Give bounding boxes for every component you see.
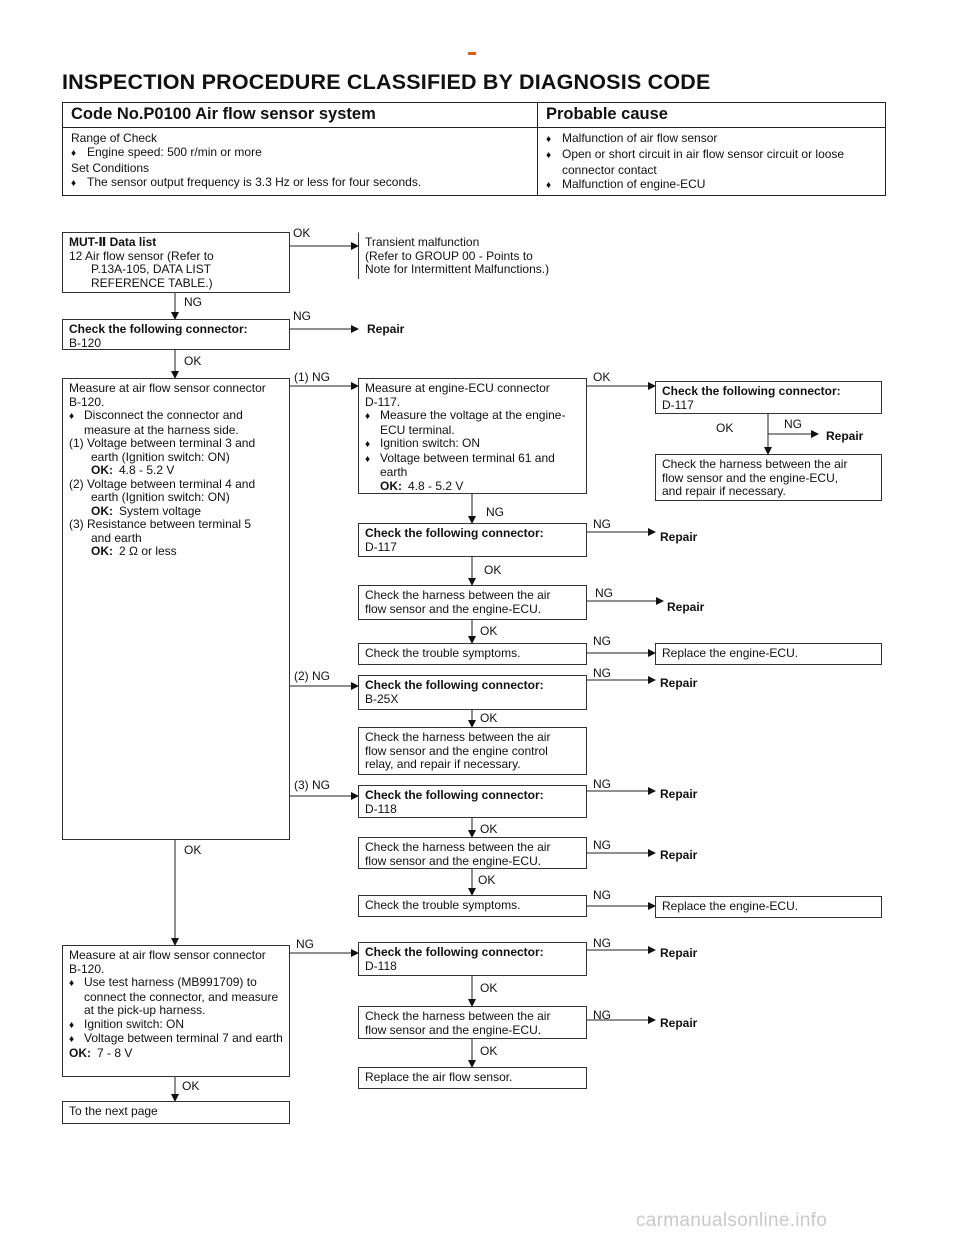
repair-label: Repair: [660, 530, 698, 544]
cause-item: ♦ Malfunction of engine-ECU: [546, 177, 877, 193]
connector-id: B-120: [69, 335, 102, 350]
watermark: carmanualsonline.info: [636, 1210, 828, 1231]
check-connector-b25x-box: [358, 675, 587, 710]
ok-label: OK: [184, 354, 202, 368]
ok-criterion-label: OK:: [69, 1045, 91, 1060]
ng-label: NG: [593, 777, 611, 791]
measure-step: earth (Ignition switch: ON): [91, 490, 230, 504]
ok-label: OK: [480, 1044, 498, 1058]
check-connector-title: Check the following connector:: [662, 384, 841, 398]
check-connector-d118-box: [358, 785, 587, 818]
check-connector-title: Check the following connector:: [365, 788, 544, 802]
next-page-box: [62, 1101, 290, 1124]
ng-branch-1-label: (1) NG: [294, 370, 330, 384]
check-connector-title: Check the following connector:: [69, 322, 248, 336]
replace-ecu-box: [655, 643, 882, 665]
ok-criterion-value: 4.8 - 5.2 V: [119, 463, 175, 477]
measure-text: Measure at engine-ECU connector: [365, 381, 550, 395]
measure-text: B-120.: [69, 961, 105, 976]
check-connector-title: Check the following connector:: [365, 526, 544, 540]
repair-label: Repair: [667, 600, 705, 614]
ok-criterion-value: 4.8 - 5.2 V: [408, 478, 464, 493]
check-connector-title: Check the following connector:: [365, 678, 544, 692]
ok-label: OK: [716, 421, 734, 435]
transient-text: Note for Intermittent Malfunctions.): [365, 262, 550, 276]
measure-bullet: ♦ Voltage between terminal 61 and earth: [365, 452, 580, 480]
replace-text: Replace the engine-ECU.: [662, 646, 799, 660]
set-conditions-label: Set Conditions: [71, 161, 150, 175]
measure-bullet: ♦ Ignition switch: ON: [69, 1018, 283, 1033]
check-connector-b120-box: [62, 319, 290, 350]
mut-data-list-text: P.13A-105, DATA LIST: [91, 262, 212, 276]
ok-label: OK: [182, 1079, 200, 1093]
ok-label: OK: [478, 873, 496, 887]
check-harness-box: [358, 837, 587, 869]
ok-criterion-value: System voltage: [119, 503, 202, 518]
measure-bullet: ♦ Ignition switch: ON: [365, 437, 580, 452]
repair-label: Repair: [660, 676, 698, 690]
measure-text: Measure at air flow sensor connector: [69, 948, 266, 962]
harness-text: Check the harness between the air: [662, 457, 848, 471]
ok-label: OK: [480, 711, 498, 725]
check-connector-d118-box: [358, 942, 587, 976]
connector-id: D-117: [365, 539, 397, 554]
replace-ecu-box: [655, 896, 882, 918]
ng-label: NG: [593, 936, 611, 950]
ng-label: NG: [486, 505, 504, 519]
ng-label: NG: [593, 838, 611, 852]
repair-label: Repair: [660, 787, 698, 801]
harness-text: Check the harness between the air: [365, 840, 551, 854]
probable-cause-header: Probable cause: [538, 103, 886, 128]
transient-text: Transient malfunction: [365, 235, 480, 249]
harness-text: flow sensor and the engine-ECU.: [365, 1022, 542, 1037]
ok-label: OK: [480, 981, 498, 995]
ok-criterion-label: OK:: [91, 503, 113, 518]
repair-label: Repair: [660, 848, 698, 862]
page-title: INSPECTION PROCEDURE CLASSIFIED BY DIAGNOSIS CODE: [62, 70, 711, 94]
measure-ecu-connector-box: [358, 378, 587, 494]
ng-label: NG: [593, 1008, 611, 1022]
trouble-text: Check the trouble symptoms.: [365, 898, 521, 912]
ok-label: OK: [293, 226, 311, 240]
check-trouble-symptoms-box: [358, 895, 587, 917]
mut-data-list-text: REFERENCE TABLE.): [91, 275, 213, 290]
ng-label: NG: [784, 417, 802, 431]
measure-step: earth (Ignition switch: ON): [91, 449, 230, 464]
connector-id: D-118: [365, 958, 397, 973]
ok-label: OK: [593, 370, 611, 384]
code-header: Code No.P0100 Air flow sensor system: [63, 103, 538, 128]
harness-text: flow sensor and the engine-ECU.: [365, 853, 542, 868]
harness-text: flow sensor and the engine-ECU.: [365, 601, 542, 616]
mut-data-list-text: 12 Air flow sensor (Refer to: [69, 248, 214, 263]
ok-label: OK: [484, 563, 502, 577]
measure-text: B-120.: [69, 394, 105, 409]
ok-label: OK: [184, 843, 202, 857]
ok-criterion-label: OK:: [380, 478, 402, 493]
check-harness-ecu-repair-box: [655, 454, 882, 501]
range-item: ♦ Engine speed: 500 r/min or more: [71, 145, 529, 161]
trouble-text: Check the trouble symptoms.: [365, 646, 521, 660]
check-connector-d117-right-box: [655, 381, 882, 414]
measure-bullet: ♦ Use test harness (MB991709) to connect the connector, and measure at the pick-up harness.: [69, 976, 283, 1018]
harness-text: Check the harness between the air: [365, 1009, 551, 1023]
harness-text: relay, and repair if necessary.: [365, 757, 521, 771]
ng-label: NG: [184, 295, 202, 309]
measure-text: Measure at air flow sensor connector: [69, 381, 266, 395]
ng-branch-3-label: (3) NG: [294, 778, 330, 792]
replace-text: Replace the engine-ECU.: [662, 899, 799, 913]
ok-label: OK: [480, 624, 498, 638]
repair-label: Repair: [367, 322, 405, 336]
measure-step: (2) Voltage between terminal 4 and: [69, 476, 256, 491]
measure-bullet: ♦ Measure the voltage at the engine-ECU terminal.: [365, 409, 580, 437]
ok-criterion-value: 2 Ω or less: [119, 544, 177, 558]
ok-label: OK: [480, 822, 498, 836]
transient-text: (Refer to GROUP 00 - Points to: [365, 248, 533, 263]
repair-label: Repair: [826, 429, 864, 443]
harness-text: and repair if necessary.: [662, 484, 786, 498]
mut-data-list-box: [62, 232, 290, 293]
range-of-check-label: Range of Check: [71, 131, 158, 145]
measure-step: and earth: [91, 530, 142, 545]
repair-label: Repair: [660, 946, 698, 960]
measure-step: (1) Voltage between terminal 3 and: [69, 436, 256, 450]
check-trouble-symptoms-box: [358, 643, 587, 665]
ng-label: NG: [593, 888, 611, 902]
ng-branch-2-label: (2) NG: [294, 669, 330, 683]
check-harness-box: [358, 585, 587, 620]
harness-text: Check the harness between the air: [365, 588, 551, 602]
set-condition-item: ♦ The sensor output frequency is 3.3 Hz or less for four seconds.: [71, 175, 529, 191]
ng-label: NG: [593, 634, 611, 648]
measure-text: D-117.: [365, 394, 401, 409]
replace-text: Replace the air flow sensor.: [365, 1070, 513, 1084]
repair-label: Repair: [660, 1016, 698, 1030]
measure-bullet: ♦ Voltage between terminal 7 and earth: [69, 1032, 283, 1047]
ng-label: NG: [593, 517, 611, 531]
ok-criterion-value: 7 - 8 V: [97, 1045, 133, 1060]
check-harness-relay-box: [358, 727, 587, 775]
measure-afs-connector-box: [62, 378, 290, 840]
measure-step: (3) Resistance between terminal 5: [69, 517, 252, 531]
mut-data-list-title: MUT-Ⅱ Data list: [69, 235, 157, 249]
ok-criterion-label: OK:: [91, 544, 113, 558]
measure-afs-pickup-harness-box: [62, 945, 290, 1077]
replace-air-flow-sensor-box: [358, 1067, 587, 1089]
ok-criterion-label: OK:: [91, 463, 113, 477]
check-connector-title: Check the following connector:: [365, 945, 544, 959]
cause-item: ♦ Open or short circuit in air flow sensor circuit or loose connector contact: [546, 147, 877, 177]
connector-id: D-118: [365, 801, 397, 816]
connector-id: B-25X: [365, 691, 399, 706]
harness-text: Check the harness between the air: [365, 730, 551, 744]
transient-malfunction-box: [358, 232, 586, 279]
ng-label: NG: [293, 309, 311, 323]
next-page-text: To the next page: [69, 1104, 158, 1118]
check-harness-box: [358, 1006, 587, 1039]
measure-bullet: ♦ Disconnect the connector and measure at the harness side.: [69, 409, 283, 437]
cause-item: ♦ Malfunction of air flow sensor: [546, 131, 877, 147]
ng-label: NG: [593, 666, 611, 680]
harness-text: flow sensor and the engine-ECU,: [662, 470, 839, 485]
harness-text: flow sensor and the engine control: [365, 743, 548, 758]
ng-label: NG: [296, 937, 314, 951]
check-connector-d117-box: [358, 523, 587, 557]
connector-id: D-117: [662, 397, 694, 412]
ng-label: NG: [595, 586, 613, 600]
